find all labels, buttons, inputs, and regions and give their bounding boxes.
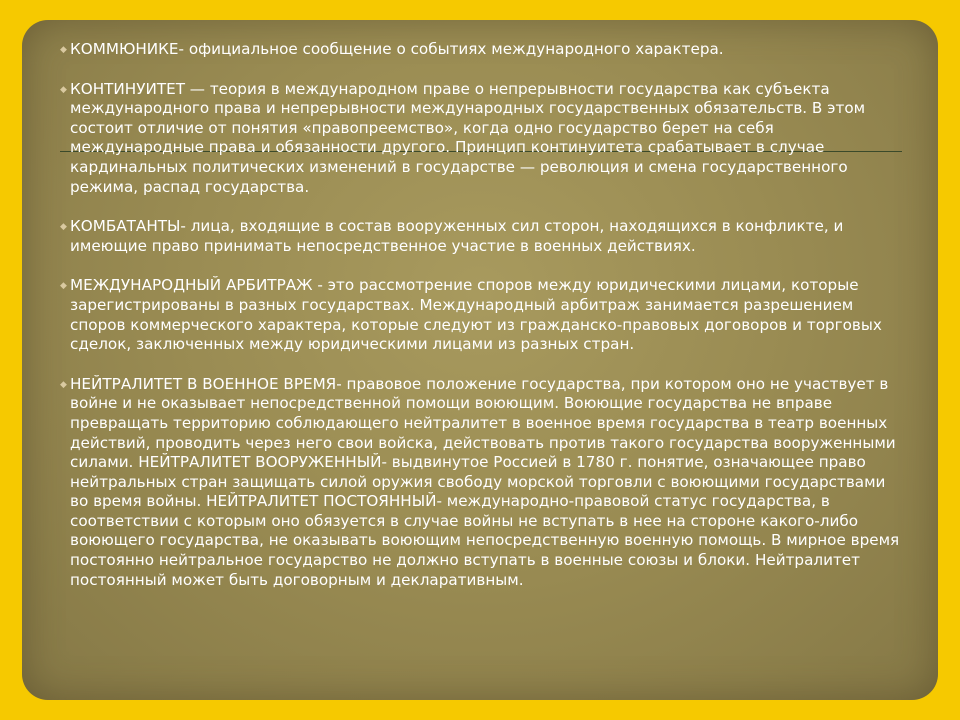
- definition-arbitration: [60, 276, 900, 354]
- term-neutrality-armed: НЕЙТРАЛИТЕТ ВООРУЖЕННЫЙ: [133, 453, 382, 472]
- text-arbitration: - это рассмотрение споров между юридическими лицами, которые зарегистрированы в разных государствах. Международный арбитраж занимается разрешением споров коммерческого характера, которые следуют из гражданско-правовых договоров и торговых сделок, заключенных между юридическими лицами из разных стран.: [70, 276, 882, 354]
- text-combatants: - лица, входящие в состав вооруженных сил сторон, находящихся в конфликте, и имеющие право принимать непосредственное участие в военных действиях.: [70, 217, 844, 255]
- definition-combatants: [60, 217, 900, 256]
- definition-continuity: [60, 80, 900, 198]
- definition-neutrality: [60, 375, 900, 591]
- term-communique: КОММЮНИКЕ: [70, 40, 179, 58]
- term-continuity: КОНТИНУИТЕТ: [70, 79, 185, 98]
- term-arbitration: МЕЖДУНАРОДНЫЙ АРБИТРАЖ: [70, 276, 313, 295]
- diamond-bullet-icon: ◆: [60, 84, 67, 95]
- term-neutrality-permanent: НЕЙТРАЛИТЕТ ПОСТОЯННЫЙ: [201, 492, 437, 511]
- term-neutrality-wartime: НЕЙТРАЛИТЕТ В ВОЕННОЕ ВРЕМЯ: [70, 374, 337, 393]
- diamond-bullet-icon: ◆: [60, 45, 67, 55]
- term-combatants: КОМБАТАНТЫ: [70, 217, 181, 236]
- diamond-bullet-icon: ◆: [60, 281, 67, 292]
- text-neutrality-armed: - выдвинутое Россией в 1780 г. понятие, означающее право нейтральных стран защищать силой оружия свободу морской торговли с воюющими государствами во время войны.: [70, 453, 886, 511]
- diamond-bullet-icon: ◆: [60, 379, 67, 390]
- text-communique: - официальное сообщение о событиях международного характера.: [178, 40, 724, 58]
- definition-communique: [60, 40, 900, 60]
- definitions-list: [60, 40, 900, 590]
- text-continuity: — теория в международном праве о непрерывности государства как субъекта международного права и непрерывности международных государственных обязательств. В этом состоит отличие от понятия «правопреемство», когда одно государство берет на себя международные права и обязанности другого. Принцип континуитета срабатывает в случае кардинальных политических изменений в государстве — революция и смена государственного режима, распад государства.: [70, 79, 866, 196]
- diamond-bullet-icon: ◆: [60, 222, 67, 233]
- text-neutrality-wartime: - правовое положение государства, при котором оно не участвует в войне и не оказывает непосредственной помощи воюющим. Воюющие государства не вправе превращать территорию соблюдающего нейтралитет в военное время государства в театр военных действий, проводить через него свои войска, действовать против такого государства вооруженными силами.: [70, 374, 896, 472]
- text-neutrality-permanent: - международно-правовой статус государства, в соответствии с которым оно обязуется в случае войны не вступать в нее на стороне какого-либо воюющего государства, не оказывать воюющим непосредственную военную помощь. В мирное время постоянно нейтральное государство не должно вступать в военные союзы и блоки. Нейтралитет постоянный может быть договорным и декларативным.: [70, 492, 900, 589]
